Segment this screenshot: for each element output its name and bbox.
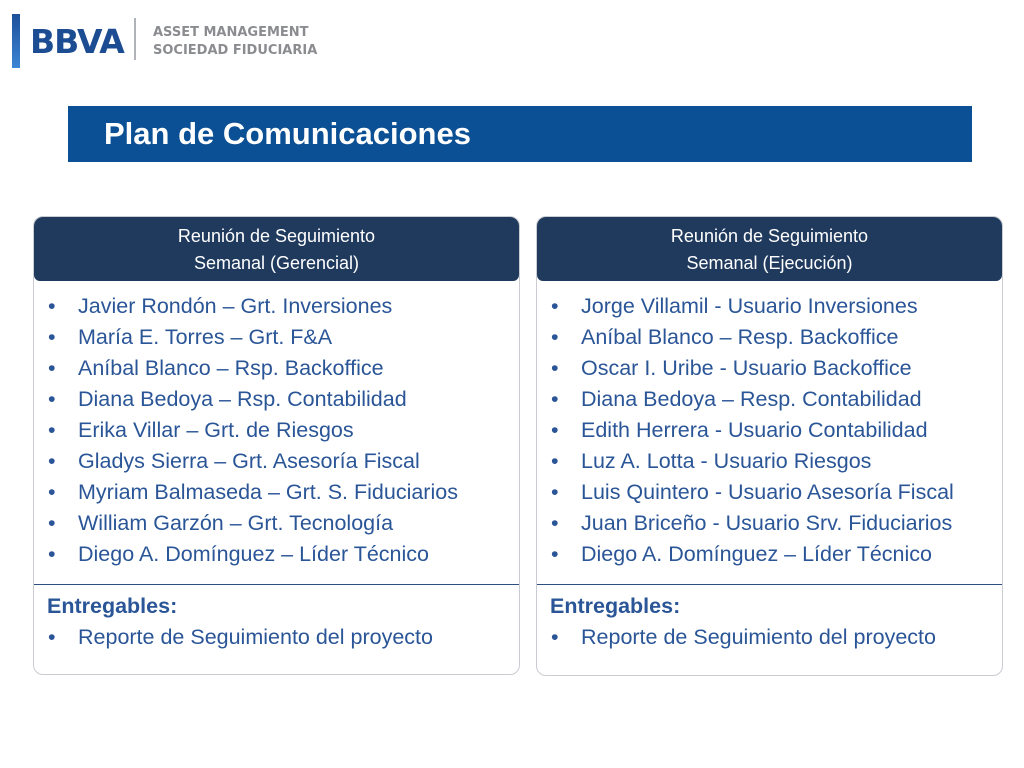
bullet-icon: •: [551, 294, 559, 318]
list-item: • Erika Villar – Grt. de Riesgos: [46, 415, 519, 446]
deliverables-list: [34, 622, 519, 653]
bullet-icon: •: [551, 387, 559, 411]
list-item: • Jorge Villamil - Usuario Inversiones: [549, 291, 1002, 322]
bullet-icon: •: [551, 542, 559, 566]
deliverables-title: Entregables:: [550, 594, 681, 618]
list-item: • Diego A. Domínguez – Líder Técnico: [46, 539, 519, 570]
list-item: • Reporte de Seguimiento del proyecto: [549, 622, 1002, 653]
panel-gerencial: [33, 216, 520, 675]
bullet-icon: •: [48, 625, 56, 649]
bullet-icon: •: [551, 325, 559, 349]
bullet-icon: •: [551, 511, 559, 535]
logo-subtitle-line2: SOCIEDAD FIDUCIARIA: [153, 43, 318, 58]
logo-divider: [134, 18, 136, 60]
bullet-icon: •: [551, 418, 559, 442]
bullet-icon: •: [48, 418, 56, 442]
deliverables-title: Entregables:: [47, 594, 178, 618]
list-item: • William Garzón – Grt. Tecnología: [46, 508, 519, 539]
list-item: • Reporte de Seguimiento del proyecto: [46, 622, 519, 653]
list-item: • Aníbal Blanco – Resp. Backoffice: [549, 322, 1002, 353]
bullet-icon: •: [48, 480, 56, 504]
bullet-icon: •: [48, 449, 56, 473]
attendee-list-ejecucion: [537, 281, 1002, 570]
logo-subtitle-line1: ASSET MANAGEMENT: [153, 25, 309, 40]
list-item: • Luis Quintero - Usuario Asesoría Fiscal: [549, 477, 1002, 508]
deliverables-list: [537, 622, 1002, 653]
list-item: • Aníbal Blanco – Rsp. Backoffice: [46, 353, 519, 384]
title-bar: [68, 106, 972, 162]
bbva-logo: [12, 14, 124, 68]
bullet-icon: •: [48, 511, 56, 535]
list-item: • Myriam Balmaseda – Grt. S. Fiduciarios: [46, 477, 519, 508]
bullet-icon: •: [551, 356, 559, 380]
page-title: Plan de Comunicaciones: [104, 116, 471, 151]
bullet-icon: •: [48, 325, 56, 349]
list-item: • Javier Rondón – Grt. Inversiones: [46, 291, 519, 322]
bullet-icon: •: [48, 294, 56, 318]
list-item: • Diana Bedoya – Resp. Contabilidad: [549, 384, 1002, 415]
attendee-list-gerencial: [34, 281, 519, 570]
list-item: • Edith Herrera - Usuario Contabilidad: [549, 415, 1002, 446]
bullet-icon: •: [48, 542, 56, 566]
panel-header-ejecucion: [537, 217, 1002, 281]
list-item: • Diego A. Domínguez – Líder Técnico: [549, 539, 1002, 570]
bullet-icon: •: [551, 625, 559, 649]
logo-subtitle: [153, 24, 317, 60]
panel-header-gerencial: [34, 217, 519, 281]
bullet-icon: •: [48, 387, 56, 411]
list-item: • Luz A. Lotta - Usuario Riesgos: [549, 446, 1002, 477]
list-item: • Juan Briceño - Usuario Srv. Fiduciarios: [549, 508, 1002, 539]
panel-header-line1: Reunión de Seguimiento: [177, 226, 376, 246]
logo-text: BBVA: [30, 21, 124, 61]
bullet-icon: •: [551, 449, 559, 473]
panel-header-line2: Semanal (Ejecución): [686, 253, 853, 273]
list-item: • Gladys Sierra – Grt. Asesoría Fiscal: [46, 446, 519, 477]
logo-mark-icon: [12, 14, 20, 68]
bullet-icon: •: [48, 356, 56, 380]
panel-header-line1: Reunión de Seguimiento: [670, 226, 869, 246]
panel-header-line2: Semanal (Gerencial): [193, 253, 360, 273]
list-item: • Oscar I. Uribe - Usuario Backoffice: [549, 353, 1002, 384]
list-item: • María E. Torres – Grt. F&A: [46, 322, 519, 353]
bullet-icon: •: [551, 480, 559, 504]
panel-ejecucion: [536, 216, 1003, 676]
list-item: • Diana Bedoya – Rsp. Contabilidad: [46, 384, 519, 415]
